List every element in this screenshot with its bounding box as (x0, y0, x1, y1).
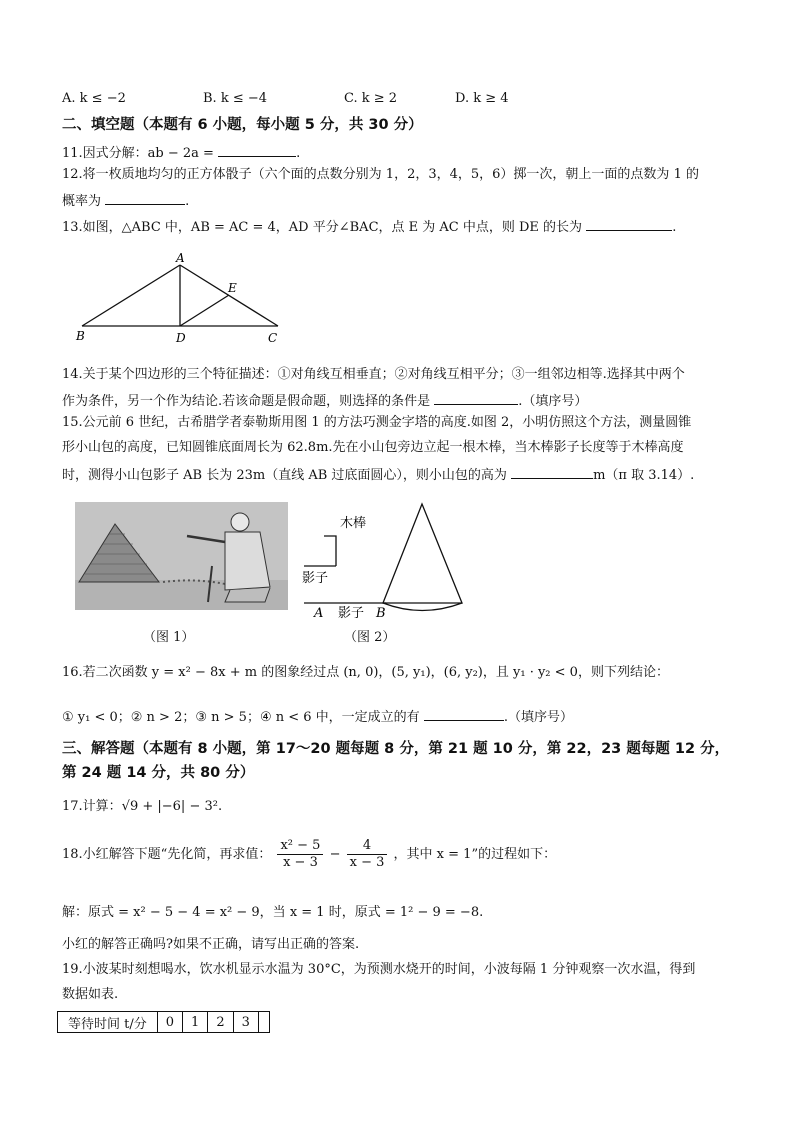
thales-illustration (75, 502, 288, 610)
table-cell: 2 (208, 1012, 233, 1033)
figure-1-caption: （图 1） (143, 630, 195, 645)
question-12-line2 (62, 190, 189, 211)
segment-ab (82, 265, 180, 326)
figure-2-diagram (298, 500, 468, 620)
question-11 (62, 142, 300, 163)
table-cell: 1 (183, 1012, 208, 1033)
table-cell: 3 (233, 1012, 258, 1033)
q13-triangle-figure (70, 250, 295, 346)
q13-end: . (672, 220, 677, 235)
table-cell (258, 1012, 269, 1033)
label-a: A (176, 251, 185, 265)
q18-frac1-denominator: x − 3 (283, 855, 318, 870)
question-14-line1: 14.关于某个四边形的三个特征描述：①对角线互相垂直；②对角线互相平分；③一组邻边相等.选择其中两个 (62, 367, 685, 382)
cone-outline (383, 504, 462, 603)
q18-minus: − (329, 846, 341, 862)
figure-1-thales-photo (75, 502, 288, 610)
question-19-line1: 19.小波某时刻想喝水，饮水机显示水温为 30°C，为预测水烧开的时间，小波每隔 1 分钟观察一次水温，得到 (62, 962, 696, 977)
q11-text: 11.因式分解：ab − 2a = (62, 146, 214, 161)
q12-answer-blank[interactable] (105, 190, 185, 205)
cone-shadow-label: 影子 (338, 606, 365, 620)
q18-post: ，其中 x = 1”的过程如下： (393, 846, 557, 862)
stick-label: 木棒 (340, 516, 367, 531)
table-cell: 0 (157, 1012, 182, 1033)
figure-2-label-a: A (314, 606, 324, 620)
q15-end: m（π 取 3.14）. (593, 468, 695, 483)
thales-head (231, 513, 249, 531)
question-17: 17.计算：√9 + |−6| − 3². (62, 799, 223, 814)
segment-de (180, 295, 229, 326)
figure-2-label-b: B (376, 606, 386, 620)
label-b: B (76, 329, 85, 343)
option-d: D. k ≥ 4 (455, 91, 509, 106)
q16-answer-blank[interactable] (424, 706, 504, 721)
section3-title-line1: 三、解答题（本题有 8 小题，第 17～20 题每题 8 分，第 21 题 10 分，第 22，23 题每题 12 分， (62, 741, 730, 757)
q14-end: .（填序号） (518, 394, 588, 409)
q18-frac2-denominator: x − 3 (349, 855, 385, 870)
label-c: C (268, 331, 278, 345)
question-18-solution: 解：原式 = x² − 5 − 4 = x² − 9，当 x = 1 时，原式 = 1² − 9 = −8. (62, 905, 484, 920)
q12-end: . (185, 194, 190, 209)
q14-text: 作为条件，另一个作为结论.若该命题是假命题，则选择的条件是 (62, 394, 431, 409)
q18-frac2-numerator: 4 (347, 838, 388, 855)
option-a: A. k ≤ −2 (62, 91, 126, 106)
q18-fraction-2 (347, 838, 388, 871)
question-12-line1: 12.将一枚质地均匀的正方体骰子（六个面的点数分别为 1，2，3，4，5，6）掷一次，朝上一面的点数为 1 的 (62, 167, 699, 182)
q15-text: 时，测得小山包影子 AB 长为 23m（直线 AB 过底面圆心），则小山包的高为 (62, 468, 507, 483)
question-14-line2 (62, 390, 587, 411)
question-15-line2: 形小山包的高度，已知圆锥底面周长为 62.8m.先在小山包旁边立起一根木棒，当木棒影子长度等于木棒高度 (62, 440, 684, 455)
question-18-ask: 小红的解答正确吗?如果不正确，请写出正确的答案. (62, 937, 360, 952)
question-15-line1: 15.公元前 6 世纪，古希腊学者泰勒斯用图 1 的方法巧测金字塔的高度.如图 2，小明仿照这个方法，测量圆锥 (62, 415, 692, 430)
q15-answer-blank[interactable] (511, 464, 593, 479)
label-e: E (228, 281, 237, 295)
question-15-line3 (62, 464, 694, 485)
q14-answer-blank[interactable] (434, 390, 518, 405)
q16-text: ① y₁ < 0；② n > 2；③ n > 5；④ n < 6 中，一定成立的有 (62, 710, 420, 725)
cone-base-arc (383, 603, 462, 611)
stick-corner (324, 536, 336, 566)
q19-data-table (57, 1011, 270, 1033)
section3-title-line2: 第 24 题 14 分，共 80 分） (62, 765, 255, 781)
q11-end: . (296, 146, 301, 161)
q12-text: 概率为 (62, 194, 102, 209)
question-16-line1: 16.若二次函数 y = x² − 8x + m 的图象经过点 (n, 0)，(5, y₁)，(6, y₂)，且 y₁ · y₂ < 0，则下列结论： (62, 665, 669, 680)
question-18-prompt (62, 838, 556, 871)
q18-frac1-numerator: x² − 5 (277, 838, 323, 855)
question-13 (62, 216, 676, 237)
q13-text: 13.如图，△ABC 中，AB = AC = 4，AD 平分∠BAC，点 E 为 AC 中点，则 DE 的长为 (62, 220, 583, 235)
question-16-line2 (62, 706, 573, 727)
stick-shadow-label: 影子 (302, 571, 329, 586)
table-row (58, 1012, 270, 1033)
figure-2-caption: （图 2） (344, 630, 396, 645)
q13-answer-blank[interactable] (586, 216, 672, 231)
q16-end: .（填序号） (503, 710, 573, 725)
q18-fraction-1 (277, 838, 323, 871)
table-header-cell: 等待时间 t/分 (58, 1012, 158, 1033)
label-d: D (176, 331, 186, 345)
question-19-line2: 数据如表. (62, 987, 119, 1002)
option-c: C. k ≥ 2 (344, 91, 398, 106)
section2-title: 二、填空题（本题有 6 小题，每小题 5 分，共 30 分） (62, 117, 423, 133)
q18-pre: 18.小红解答下题“先化简，再求值： (62, 846, 272, 862)
option-b: B. k ≤ −4 (203, 91, 268, 106)
q11-answer-blank[interactable] (218, 142, 296, 157)
